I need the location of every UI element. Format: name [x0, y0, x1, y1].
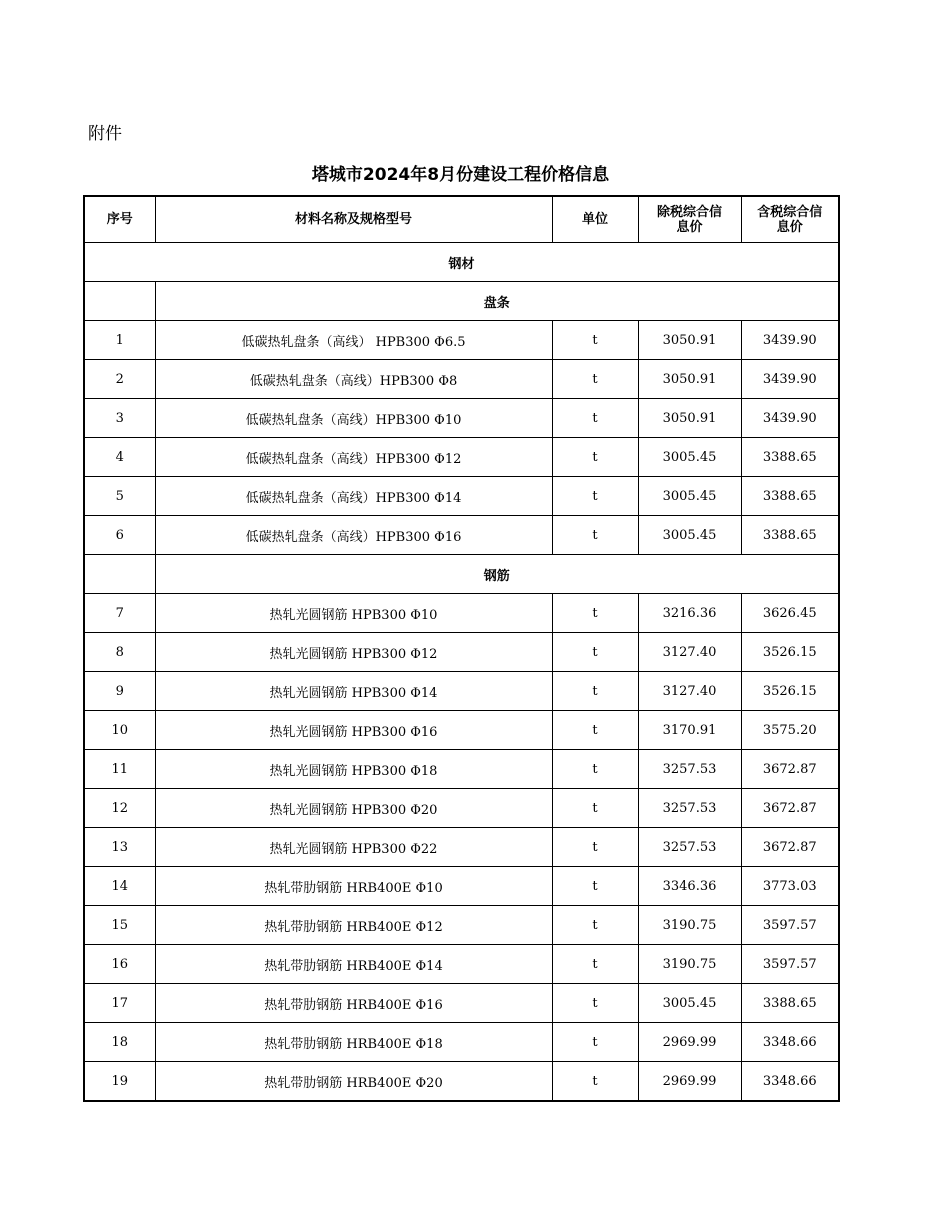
section-seq-empty	[84, 282, 155, 321]
row-price-ex-tax: 2969.99	[638, 1062, 741, 1102]
table-row	[84, 438, 839, 477]
row-price-ex-tax: 3257.53	[638, 750, 741, 789]
row-seq: 14	[84, 867, 155, 906]
table-row	[84, 906, 839, 945]
row-price-inc-tax: 3597.57	[741, 945, 839, 984]
row-unit: t	[552, 321, 638, 360]
row-price-inc-tax: 3388.65	[741, 477, 839, 516]
document-title: 塔城市2024年8月份建设工程价格信息	[311, 165, 610, 185]
row-unit: t	[552, 984, 638, 1023]
row-unit: t	[552, 789, 638, 828]
row-seq: 7	[84, 594, 155, 633]
row-seq: 11	[84, 750, 155, 789]
table-row	[84, 321, 839, 360]
row-name: 热轧带肋钢筋 HRB400E Φ16	[155, 984, 552, 1023]
row-unit: t	[552, 594, 638, 633]
row-name: 热轧光圆钢筋 HPB300 Φ22	[155, 828, 552, 867]
row-unit: t	[552, 750, 638, 789]
row-price-inc-tax: 3773.03	[741, 867, 839, 906]
row-seq: 9	[84, 672, 155, 711]
row-price-ex-tax: 3170.91	[638, 711, 741, 750]
row-price-inc-tax: 3672.87	[741, 828, 839, 867]
table-row	[84, 711, 839, 750]
row-unit: t	[552, 516, 638, 555]
row-name: 热轧光圆钢筋 HPB300 Φ10	[155, 594, 552, 633]
row-unit: t	[552, 867, 638, 906]
table-header-row	[84, 196, 839, 243]
row-name: 热轧带肋钢筋 HRB400E Φ14	[155, 945, 552, 984]
price-table	[83, 195, 840, 1102]
row-unit: t	[552, 399, 638, 438]
row-name: 热轧带肋钢筋 HRB400E Φ20	[155, 1062, 552, 1102]
row-seq: 12	[84, 789, 155, 828]
row-seq: 10	[84, 711, 155, 750]
header-name: 材料名称及规格型号	[155, 196, 552, 243]
section-row	[84, 555, 839, 594]
section-row	[84, 282, 839, 321]
row-seq: 13	[84, 828, 155, 867]
header-unit: 单位	[552, 196, 638, 243]
row-seq: 3	[84, 399, 155, 438]
table-row	[84, 633, 839, 672]
row-price-ex-tax: 3257.53	[638, 828, 741, 867]
table-row	[84, 672, 839, 711]
row-name: 热轧光圆钢筋 HPB300 Φ14	[155, 672, 552, 711]
row-unit: t	[552, 711, 638, 750]
row-price-inc-tax: 3626.45	[741, 594, 839, 633]
table-body	[84, 243, 839, 1102]
row-price-ex-tax: 3005.45	[638, 984, 741, 1023]
row-price-inc-tax: 3388.65	[741, 516, 839, 555]
table-row	[84, 828, 839, 867]
row-price-inc-tax: 3388.65	[741, 984, 839, 1023]
row-name: 低碳热轧盘条（高线）HPB300 Φ16	[155, 516, 552, 555]
row-name: 热轧带肋钢筋 HRB400E Φ10	[155, 867, 552, 906]
row-seq: 1	[84, 321, 155, 360]
row-name: 低碳热轧盘条（高线）HPB300 Φ14	[155, 477, 552, 516]
table-row	[84, 945, 839, 984]
row-price-ex-tax: 3190.75	[638, 906, 741, 945]
row-seq: 4	[84, 438, 155, 477]
row-seq: 16	[84, 945, 155, 984]
row-unit: t	[552, 906, 638, 945]
row-price-ex-tax: 3127.40	[638, 633, 741, 672]
row-price-inc-tax: 3439.90	[741, 360, 839, 399]
row-price-inc-tax: 3672.87	[741, 789, 839, 828]
table-row	[84, 477, 839, 516]
table-row	[84, 399, 839, 438]
table-row	[84, 1062, 839, 1102]
row-seq: 18	[84, 1023, 155, 1062]
row-price-ex-tax: 3050.91	[638, 399, 741, 438]
row-unit: t	[552, 945, 638, 984]
table-row	[84, 984, 839, 1023]
section-seq-empty	[84, 555, 155, 594]
row-unit: t	[552, 672, 638, 711]
row-unit: t	[552, 828, 638, 867]
category-row	[84, 243, 839, 282]
row-name: 热轧光圆钢筋 HPB300 Φ12	[155, 633, 552, 672]
row-price-ex-tax: 3257.53	[638, 789, 741, 828]
section-title: 钢筋	[155, 555, 839, 594]
header-price-ex-tax-label: 除税综合信息价	[656, 204, 722, 235]
header-price-ex-tax	[638, 196, 741, 243]
row-name: 热轧光圆钢筋 HPB300 Φ18	[155, 750, 552, 789]
row-price-inc-tax: 3526.15	[741, 672, 839, 711]
row-name: 热轧带肋钢筋 HRB400E Φ12	[155, 906, 552, 945]
row-seq: 17	[84, 984, 155, 1023]
row-price-inc-tax: 3526.15	[741, 633, 839, 672]
row-seq: 5	[84, 477, 155, 516]
row-price-inc-tax: 3348.66	[741, 1023, 839, 1062]
row-price-ex-tax: 3346.36	[638, 867, 741, 906]
header-seq: 序号	[84, 196, 155, 243]
row-price-ex-tax: 3050.91	[638, 321, 741, 360]
row-unit: t	[552, 438, 638, 477]
row-name: 低碳热轧盘条（高线） HPB300 Φ6.5	[155, 321, 552, 360]
row-unit: t	[552, 360, 638, 399]
row-seq: 15	[84, 906, 155, 945]
row-seq: 8	[84, 633, 155, 672]
table-row	[84, 360, 839, 399]
row-price-inc-tax: 3348.66	[741, 1062, 839, 1102]
row-name: 热轧带肋钢筋 HRB400E Φ18	[155, 1023, 552, 1062]
row-price-inc-tax: 3575.20	[741, 711, 839, 750]
row-price-ex-tax: 3050.91	[638, 360, 741, 399]
row-price-ex-tax: 3216.36	[638, 594, 741, 633]
row-name: 低碳热轧盘条（高线）HPB300 Φ10	[155, 399, 552, 438]
row-unit: t	[552, 1023, 638, 1062]
row-price-ex-tax: 3190.75	[638, 945, 741, 984]
row-price-inc-tax: 3439.90	[741, 399, 839, 438]
row-price-ex-tax: 3127.40	[638, 672, 741, 711]
attachment-label: 附件	[88, 124, 122, 144]
row-price-inc-tax: 3672.87	[741, 750, 839, 789]
table-row	[84, 516, 839, 555]
table-row	[84, 867, 839, 906]
section-title: 盘条	[155, 282, 839, 321]
table-row	[84, 1023, 839, 1062]
row-name: 低碳热轧盘条（高线）HPB300 Φ8	[155, 360, 552, 399]
row-name: 低碳热轧盘条（高线）HPB300 Φ12	[155, 438, 552, 477]
header-price-inc-tax	[741, 196, 839, 243]
row-seq: 19	[84, 1062, 155, 1102]
table-row	[84, 750, 839, 789]
row-unit: t	[552, 1062, 638, 1102]
row-seq: 2	[84, 360, 155, 399]
row-name: 热轧光圆钢筋 HPB300 Φ16	[155, 711, 552, 750]
row-price-inc-tax: 3388.65	[741, 438, 839, 477]
row-name: 热轧光圆钢筋 HPB300 Φ20	[155, 789, 552, 828]
row-price-inc-tax: 3439.90	[741, 321, 839, 360]
row-seq: 6	[84, 516, 155, 555]
row-unit: t	[552, 633, 638, 672]
row-price-ex-tax: 3005.45	[638, 477, 741, 516]
row-price-inc-tax: 3597.57	[741, 906, 839, 945]
row-price-ex-tax: 3005.45	[638, 516, 741, 555]
row-price-ex-tax: 2969.99	[638, 1023, 741, 1062]
header-price-inc-tax-label: 含税综合信息价	[757, 204, 823, 235]
category-title: 钢材	[84, 243, 839, 282]
table-row	[84, 594, 839, 633]
table-row	[84, 789, 839, 828]
row-price-ex-tax: 3005.45	[638, 438, 741, 477]
row-unit: t	[552, 477, 638, 516]
